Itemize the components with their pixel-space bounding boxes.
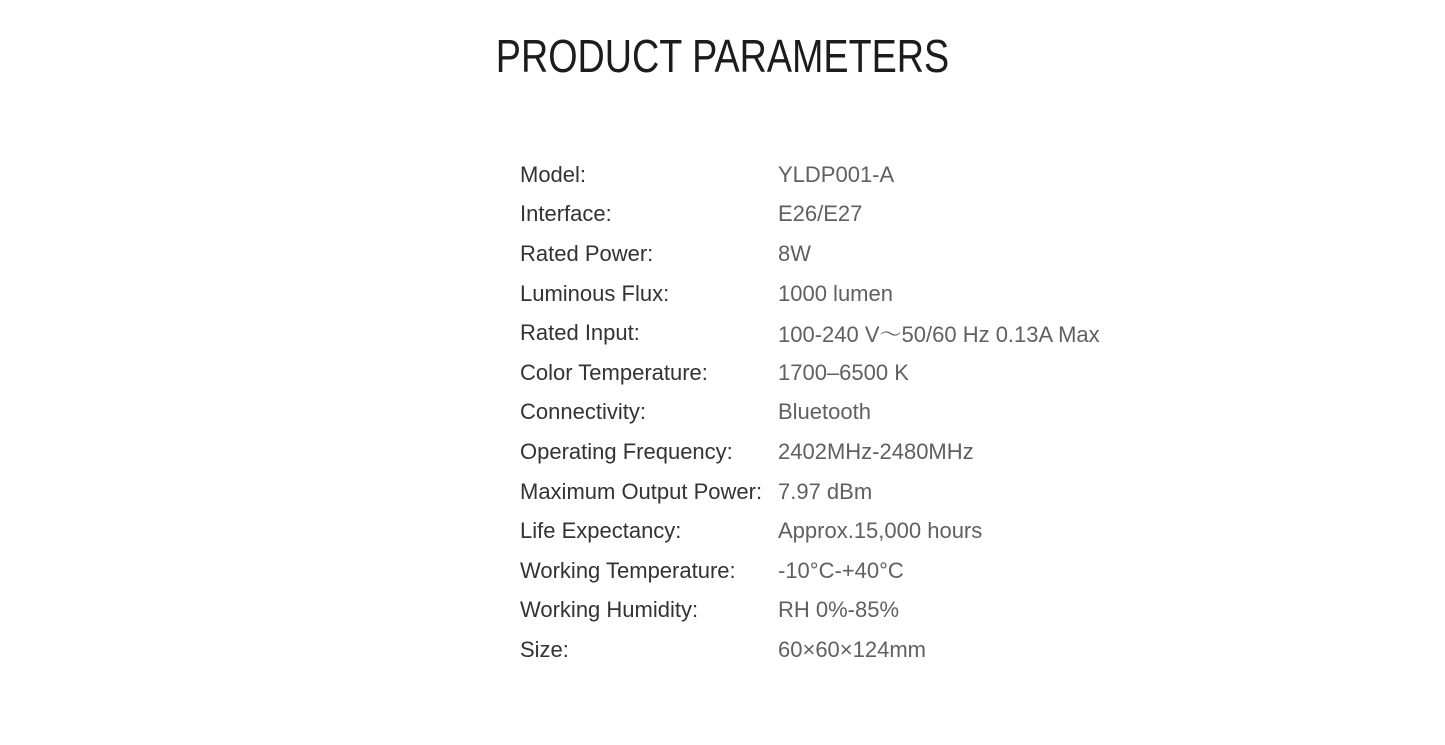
spec-label: Interface:: [520, 201, 612, 227]
spec-label: Life Expectancy:: [520, 518, 682, 544]
spec-label: Connectivity:: [520, 399, 646, 425]
spec-label: Maximum Output Power:: [520, 478, 763, 504]
spec-label: Rated Power:: [520, 240, 654, 266]
spec-row: [520, 274, 1100, 314]
spec-row: [520, 630, 1100, 670]
spec-value: RH 0%-85%: [778, 597, 900, 623]
spec-list: [520, 155, 1100, 670]
spec-value: Approx.15,000 hours: [778, 518, 983, 544]
spec-value: 1700–6500 K: [778, 359, 909, 385]
spec-row: [520, 551, 1100, 591]
spec-row: [520, 353, 1100, 393]
spec-row: [520, 155, 1100, 195]
spec-row: [520, 234, 1100, 274]
spec-label: Model:: [520, 161, 587, 187]
spec-label: Rated Input:: [520, 320, 640, 346]
spec-value: 60×60×124mm: [778, 636, 926, 662]
spec-label: Size:: [520, 636, 569, 662]
spec-label: Color Temperature:: [520, 359, 708, 385]
spec-row: [520, 511, 1100, 551]
spec-label: Operating Frequency:: [520, 438, 733, 464]
spec-value: Bluetooth: [778, 399, 871, 425]
spec-value: 100-240 V～50/60 Hz 0.13A Max: [778, 321, 1100, 347]
spec-value: E26/E27: [778, 201, 863, 227]
spec-value: 2402MHz-2480MHz: [778, 438, 974, 464]
spec-label: Luminous Flux:: [520, 280, 670, 306]
spec-row: [520, 591, 1100, 631]
spec-value: 1000 lumen: [778, 280, 893, 306]
spec-value: YLDP001-A: [778, 161, 895, 187]
spec-value: 8W: [778, 240, 811, 266]
spec-value: -10°C-+40°C: [778, 557, 904, 583]
spec-row: [520, 393, 1100, 433]
spec-row: [520, 195, 1100, 235]
spec-value: 7.97 dBm: [778, 478, 873, 504]
spec-row: [520, 432, 1100, 472]
spec-label: Working Humidity:: [520, 597, 699, 623]
spec-label: Working Temperature:: [520, 557, 736, 583]
spec-row: [520, 313, 1100, 353]
page-title: PRODUCT PARAMETERS: [495, 30, 950, 82]
spec-row: [520, 472, 1100, 512]
